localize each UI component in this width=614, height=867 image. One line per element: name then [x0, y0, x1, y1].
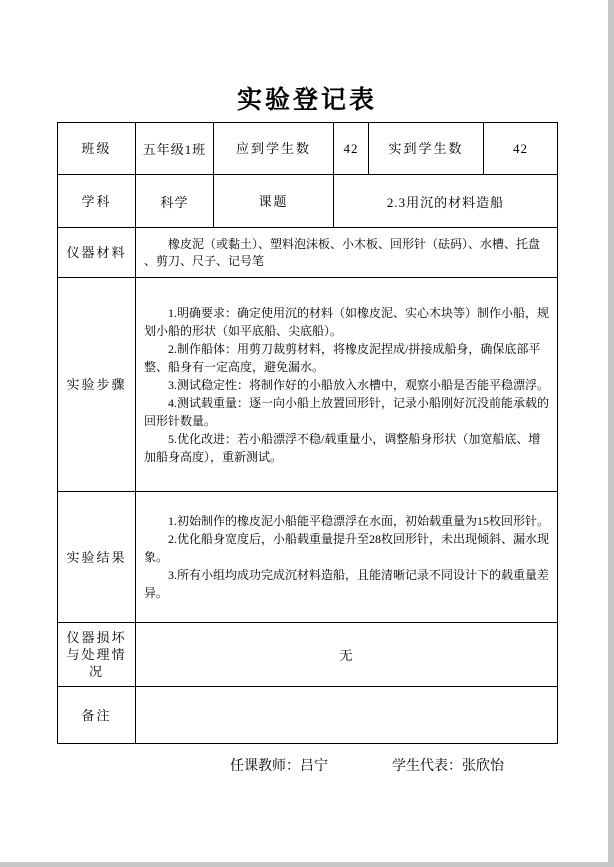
damage-content-cell: 无 [136, 623, 558, 687]
actual-students-value-cell: 42 [484, 123, 558, 175]
subject-label-cell: 学科 [58, 175, 136, 228]
result-paragraph: 3.所有小组均成功完成沉材料造船，且能清晰记录不同设计下的载重量差异。 [144, 568, 550, 600]
materials-content-cell [136, 228, 558, 278]
experiment-form-table [57, 122, 558, 744]
steps-label-cell: 实验步骤 [58, 278, 136, 492]
remarks-label-cell: 备注 [58, 687, 136, 744]
damage-label-cell: 仪器损坏与处理情况 [58, 623, 136, 687]
row-remarks [58, 687, 558, 744]
teacher-signature: 任课教师：吕宁 [230, 759, 328, 774]
step-paragraph: 5.优化改进：若小船漂浮不稳/载重量小，调整船身形状（加宽船底、增加船身高度），重新测试。 [144, 431, 541, 464]
result-paragraph: 1.初始制作的橡皮泥小船能平稳漂浮在水面，初始载重量为15枚回形针。 [168, 514, 550, 528]
subject-value-cell: 科学 [136, 175, 214, 228]
step-paragraph: 4.测试载重量：逐一向小船上放置回形针，记录小船刚好沉没前能承载的回形针数量。 [144, 395, 550, 428]
results-content-cell [136, 492, 558, 623]
row-materials [58, 228, 558, 278]
results-label-cell: 实验结果 [58, 492, 136, 623]
viewport-edge-bottom [0, 862, 614, 867]
steps-content-cell [136, 278, 558, 492]
class-value-cell: 五年级1班 [136, 123, 214, 175]
remarks-content-cell [136, 687, 558, 744]
viewport-edge-right [608, 0, 614, 867]
step-paragraph: 3.测试稳定性：将制作好的小船放入水槽中，观察小船是否能平稳漂浮。 [168, 377, 550, 392]
signature-line [230, 755, 504, 775]
row-steps [58, 278, 558, 492]
class-label-cell: 班级 [58, 123, 136, 175]
form-title: 实验登记表 [236, 87, 377, 114]
topic-value-cell: 2.3用沉的材料造船 [334, 175, 558, 228]
result-paragraph: 2.优化船身宽度后，小船载重量提升至28枚回形针，未出现倾斜、漏水现象。 [144, 532, 550, 564]
materials-label-cell: 仪器材料 [58, 228, 136, 278]
materials-text: 橡皮泥（或黏土）、塑料泡沫板、小木板、回形针（砝码）、水槽、托盘、剪刀、尺子、记号笔 [144, 236, 541, 268]
actual-students-label-cell: 实到学生数 [369, 123, 484, 175]
row-class-info [58, 123, 558, 175]
step-paragraph: 1.明确要求：确定使用沉的材料（如橡皮泥、实心木块等）制作小船，规划小船的形状（如平底船、尖底船）。 [144, 305, 550, 338]
topic-label-cell: 课题 [214, 175, 334, 228]
row-results [58, 492, 558, 623]
expected-students-label-cell: 应到学生数 [214, 123, 334, 175]
row-subject-topic [58, 175, 558, 228]
student-signature: 学生代表：张欣怡 [392, 759, 504, 774]
step-paragraph: 2.制作船体：用剪刀裁剪材料，将橡皮泥捏成/拼接成船身，确保底部平整、船身有一定高度，避免漏水。 [144, 341, 541, 374]
row-damage [58, 623, 558, 687]
expected-students-value-cell: 42 [334, 123, 369, 175]
